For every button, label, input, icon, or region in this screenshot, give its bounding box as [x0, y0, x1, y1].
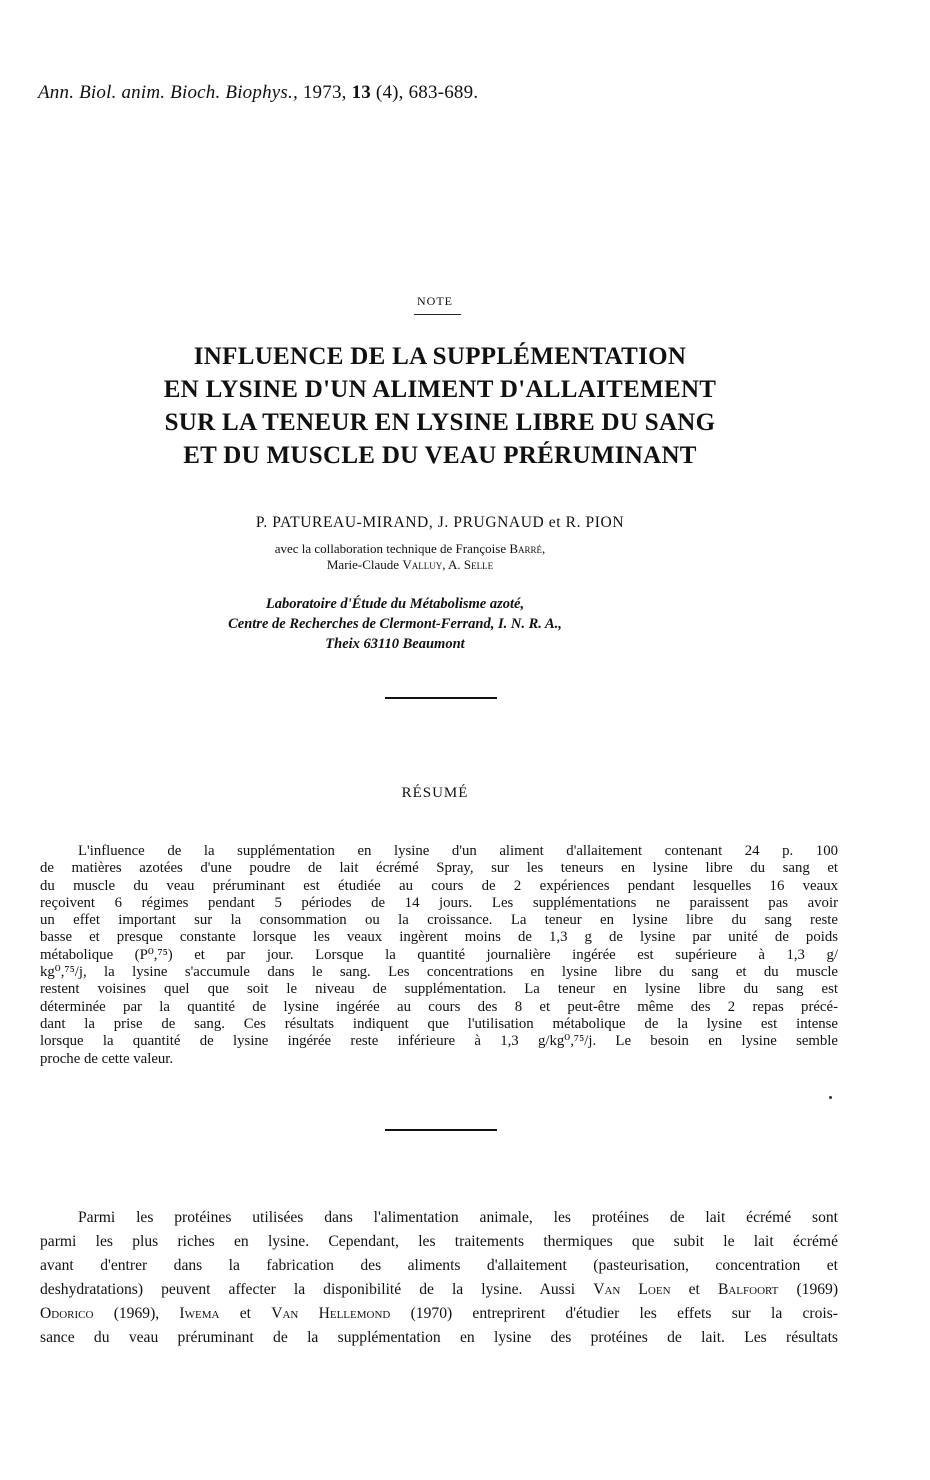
cited-author: Van Loen — [593, 1281, 671, 1298]
journal-citation — [38, 82, 478, 104]
author-list — [0, 514, 880, 532]
collaborator-name: Valluy, — [402, 557, 446, 572]
body-text: (1969) — [796, 1281, 839, 1298]
abstract-line: proche de cette valeur. — [40, 1050, 174, 1067]
title-line: EN LYSINE D'UN ALIMENT D'ALLAITEMENT — [163, 376, 717, 403]
journal-volume: 13 — [351, 82, 371, 103]
body-line — [40, 1302, 838, 1326]
collaboration-line — [0, 541, 820, 557]
abstract-line: restent voisines quel que soit le niveau de supplémentation. La teneur en lysine libre du sang est — [40, 981, 838, 998]
collaboration-line — [0, 557, 820, 573]
abstract-line: un effet important sur la consommation ou la croissance. La teneur en lysine libre du sang reste — [40, 912, 838, 929]
affiliation-line: Theix 63110 Beaumont — [325, 636, 465, 652]
abstract-line: déterminée par la quantité de lysine ingérée au cours des 8 et peut-être même des 2 repas précé- — [40, 998, 838, 1015]
title-line: SUR LA TENEUR EN LYSINE LIBRE DU SANG — [164, 409, 716, 436]
body-text: deshydratations) peuvent affecter la disponibilité de la lysine. Aussi — [40, 1281, 576, 1298]
stray-mark — [829, 1096, 832, 1099]
abstract-line: du muscle du veau préruminant est étudiée au cours de 2 expériences pendant lesquelles 16 veaux — [40, 877, 838, 894]
title-line: ET DU MUSCLE DU VEAU PRÉRUMINANT — [183, 442, 697, 469]
article-title — [60, 340, 820, 472]
title-line: INFLUENCE DE LA SUPPLÉMENTATION — [193, 343, 687, 370]
abstract-line: kg⁰,⁷⁵/j, la lysine s'accumule dans le sang. Les concentrations en lysine libre du sang et du muscle — [40, 964, 838, 981]
body-line: parmi les plus riches en lysine. Cependant, les traitements thermiques que subit le lait écrémé — [40, 1233, 838, 1250]
affiliation-line: Laboratoire d'Étude du Métabolisme azoté, — [265, 596, 525, 612]
journal-pages: 683-689. — [408, 82, 479, 103]
author-conjunction: et — [548, 514, 562, 531]
cited-author: Iwema — [179, 1305, 220, 1322]
journal-issue: (4), — [375, 82, 404, 103]
body-line: avant d'entrer dans la fabrication des aliments d'allaitement (pasteurisation, concentration et — [40, 1257, 838, 1274]
technical-collaboration — [0, 541, 820, 573]
cited-author: Van Hellemond — [271, 1305, 391, 1322]
abstract-line: reçoivent 6 régimes pendant 5 périodes de 14 jours. Les supplémentations ne paraissent pas avoir — [40, 894, 838, 911]
cited-author: Odorico — [40, 1305, 94, 1322]
abstract-line: L'influence de la supplémentation en lysine d'un aliment d'allaitement contenant 24 p. 100 — [78, 843, 838, 859]
cited-author: Balfoort — [717, 1281, 779, 1298]
abstract-line: basse et presque constante lorsque les veaux ingèrent moins de 1,3 g de lysine par unité de poids — [40, 929, 838, 946]
abstract-text — [40, 843, 838, 1068]
author-last: R. PION — [565, 514, 625, 531]
note-label: NOTE — [417, 294, 453, 308]
body-text: (1969), — [113, 1305, 160, 1322]
body-paragraph — [40, 1206, 838, 1350]
collaboration-prefix: avec la collaboration technique de Françoise — [274, 541, 507, 556]
resume-heading: RÉSUMÉ — [401, 785, 469, 801]
collaboration-text: A. — [448, 557, 461, 572]
body-line: Parmi les protéines utilisées dans l'alimentation animale, les protéines de lait écrémé sont — [78, 1209, 838, 1226]
author-names: P. PATUREAU-MIRAND, J. PRUGNAUD — [255, 514, 545, 531]
section-divider — [385, 697, 497, 699]
abstract-line: métabolique (P⁰,⁷⁵) et par jour. Lorsque la quantité journalière ingérée est supérieure à 1,3 g/ — [40, 946, 838, 963]
abstract-line: de matières azotées d'une poudre de lait écrémé Spray, sur les teneurs en lysine libre du sang et — [40, 860, 838, 877]
abstract-line: lorsque la quantité de lysine ingérée reste inférieure à 1,3 g/kg⁰,⁷⁵/j. Le besoin en lysine semble — [40, 1033, 838, 1050]
note-underline — [414, 314, 461, 315]
body-text: et — [688, 1281, 700, 1298]
abstract-line: dant la prise de sang. Ces résultats indiquent que l'utilisation métabolique de la lysine est intense — [40, 1015, 838, 1032]
body-line: sance du veau préruminant de la supplémentation en lysine des protéines de lait. Les résultats — [40, 1329, 838, 1346]
body-text: et — [239, 1305, 251, 1322]
body-text: (1970) entreprirent d'étudier les effets sur la crois- — [410, 1305, 838, 1322]
collaborator-name: Barré, — [509, 541, 546, 556]
body-line — [40, 1278, 838, 1302]
collaboration-text: Marie-Claude — [326, 557, 400, 572]
journal-year: 1973, — [302, 82, 347, 103]
journal-name: Ann. Biol. anim. Bioch. Biophys., — [38, 82, 298, 103]
laboratory-affiliation — [0, 594, 790, 654]
section-divider — [385, 1129, 497, 1131]
collaborator-name: Selle — [463, 557, 494, 572]
affiliation-line: Centre de Recherches de Clermont-Ferrand, I. N. R. A., — [228, 616, 562, 632]
